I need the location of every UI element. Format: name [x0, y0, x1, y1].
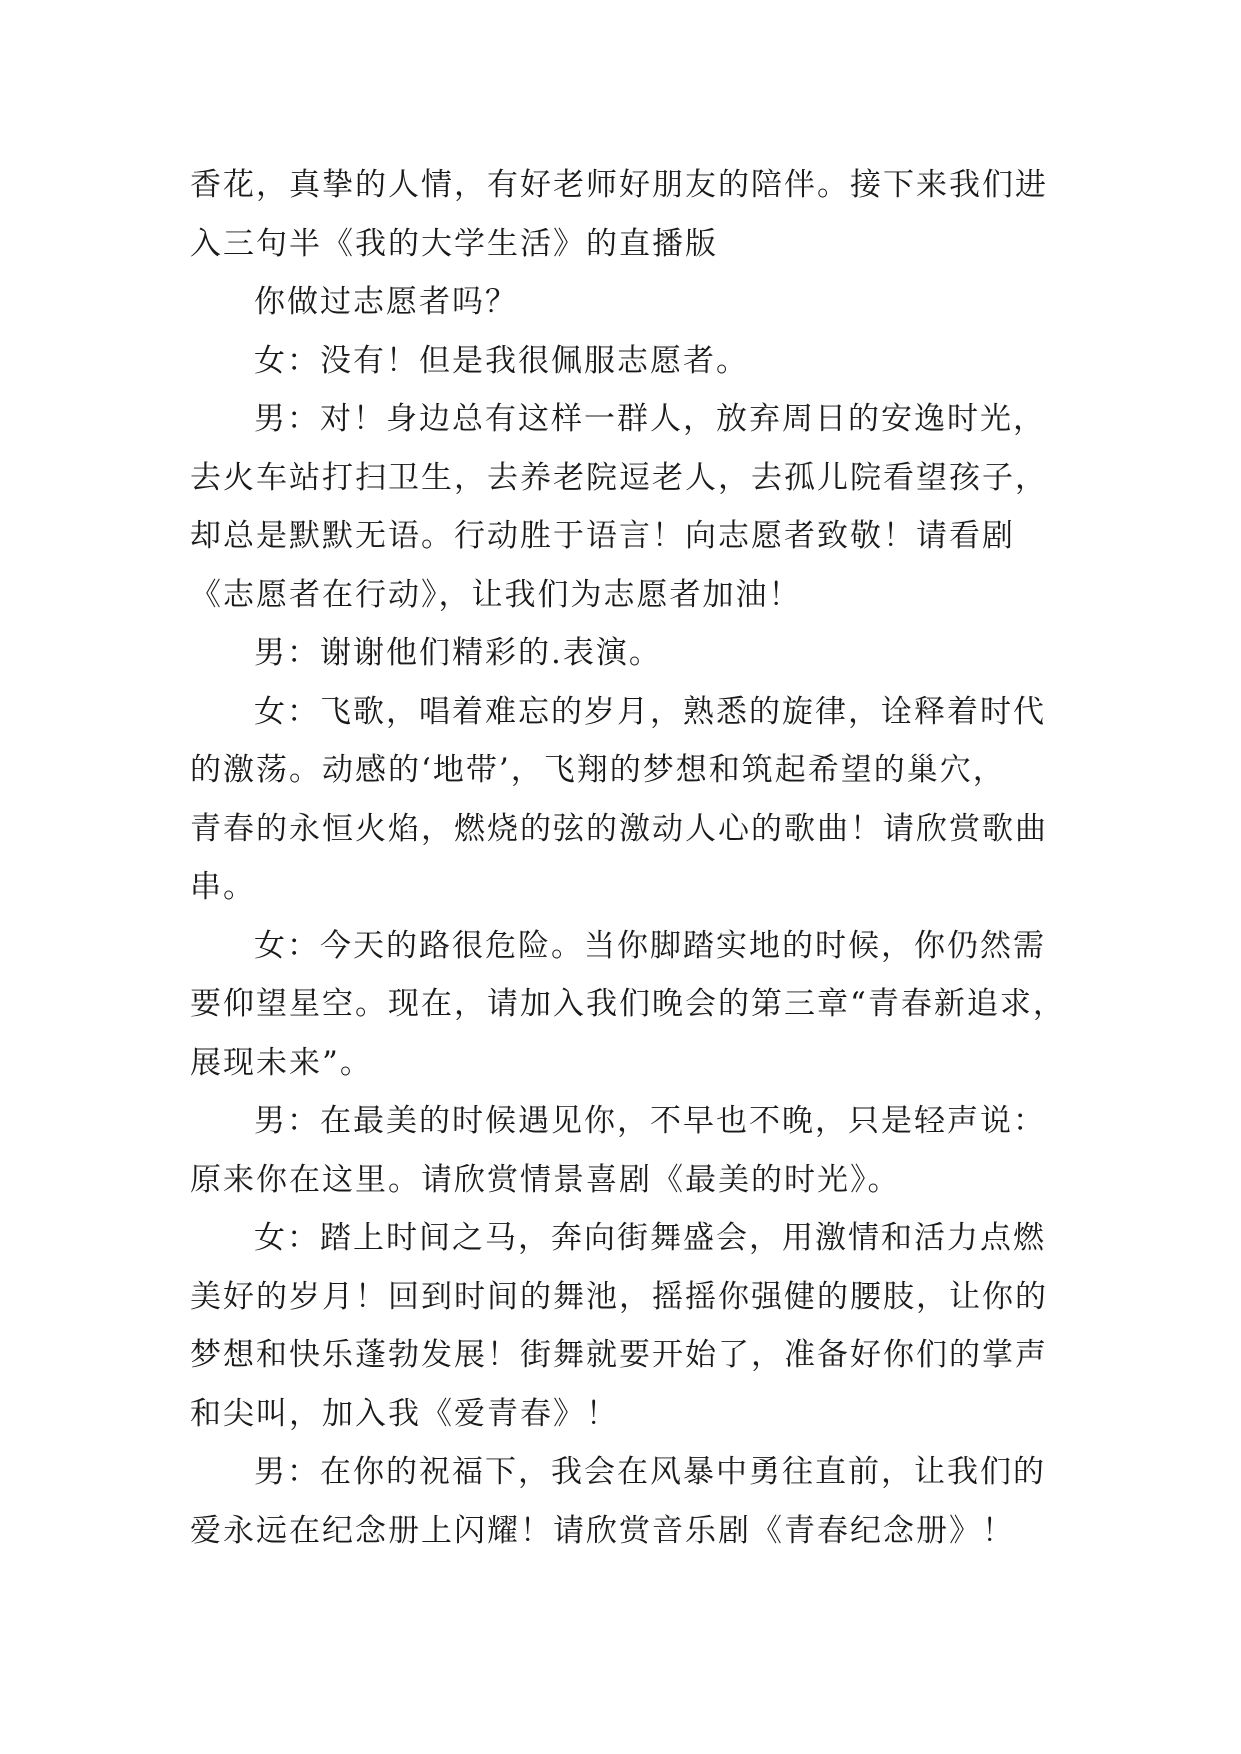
text-line: 原来你在这里。请欣赏情景喜剧《最美的时光》。 — [190, 1161, 901, 1198]
text-line: 女：今天的路很危险。当你脚踏实地的时候，你仍然需 — [254, 927, 1046, 964]
text-line: 展现未来”。 — [190, 1044, 373, 1081]
paragraph-female-reply — [190, 332, 1050, 391]
paragraph-continuation — [190, 156, 1050, 273]
text-line: 男：在最美的时候遇见你，不早也不晚，只是轻声说： — [254, 1103, 1046, 1139]
text-line: 却总是默默无语。行动胜于语言！向志愿者致敬！请看剧 — [190, 518, 1015, 554]
text-line: 去火车站打扫卫生，去养老院逗老人，去孤儿院看望孩子， — [190, 459, 1048, 496]
text-line: 女：飞歌，唱着难忘的岁月，熟悉的旋律，诠释着时代 — [254, 693, 1046, 730]
paragraph-female-street-dance — [190, 1209, 1050, 1443]
text-line: 男：对！身边总有这样一群人，放弃周日的安逸时光， — [254, 401, 1046, 437]
paragraph-female-chapter-three — [190, 917, 1066, 1093]
paragraph-male-sitcom — [190, 1092, 1050, 1209]
text-line: 要仰望星空。现在，请加入我们晚会的第三章“青春新追求， — [190, 986, 1066, 1022]
paragraph-question — [190, 273, 1050, 332]
paragraph-male-musical — [190, 1443, 1050, 1560]
text-line: 和尖叫，加入我《爱青春》！ — [190, 1395, 619, 1432]
text-line: 香花，真挚的人情，有好老师好朋友的陪伴。接下来我们进 — [190, 167, 1048, 203]
text-line: 青春的永恒火焰，燃烧的弦的激动人心的歌曲！请欣赏歌曲 — [190, 810, 1048, 847]
paragraph-male-volunteers — [190, 390, 1050, 624]
text-line: 梦想和快乐蓬勃发展！街舞就要开始了，准备好你们的掌声 — [190, 1337, 1048, 1373]
text-line: 串。 — [190, 869, 256, 905]
document-body — [190, 156, 1066, 1560]
text-line: 男：谢谢他们精彩的.表演。 — [254, 635, 662, 671]
text-line: 的激荡。动感的‘地带’，飞翔的梦想和筑起希望的巢穴， — [190, 752, 1006, 788]
text-line: 爱永远在纪念册上闪耀！请欣赏音乐剧《青春纪念册》！ — [190, 1512, 1015, 1549]
text-line: 你做过志愿者吗？ — [254, 284, 518, 320]
text-line: 美好的岁月！回到时间的舞池，摇摇你强健的腰肢，让你的 — [190, 1278, 1048, 1315]
text-line: 《志愿者在行动》，让我们为志愿者加油！ — [190, 576, 802, 613]
text-line: 男：在你的祝福下，我会在风暴中勇往直前，让我们的 — [254, 1454, 1046, 1490]
text-line: 入三句半《我的大学生活》的直播版 — [190, 225, 718, 262]
text-line: 女：踏上时间之马，奔向街舞盛会，用激情和活力点燃 — [254, 1220, 1046, 1256]
paragraph-male-thanks — [190, 624, 1050, 683]
text-line: 女：没有！但是我很佩服志愿者。 — [254, 342, 749, 379]
paragraph-female-song — [190, 683, 1050, 917]
